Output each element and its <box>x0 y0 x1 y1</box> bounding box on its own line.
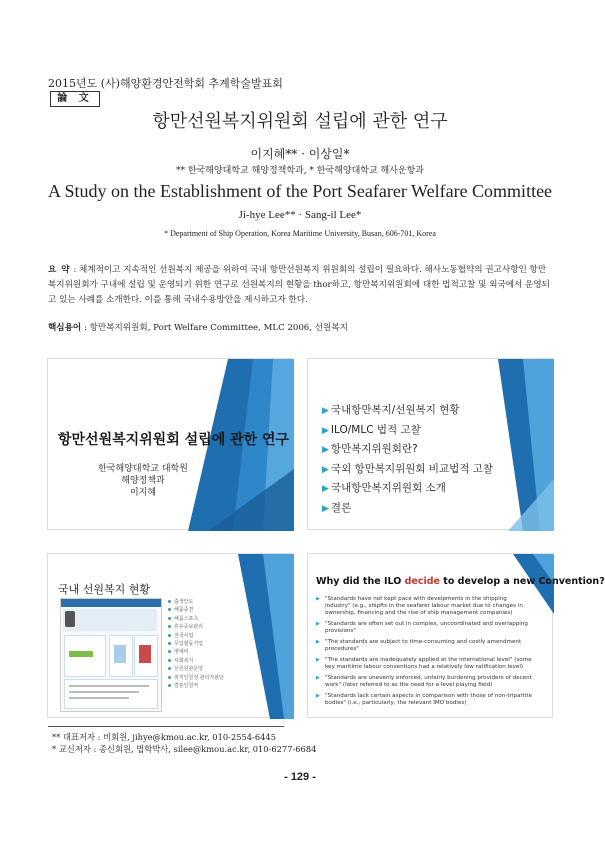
slide-welfare-status <box>47 553 293 718</box>
list-item: 영예비 <box>168 648 224 656</box>
abstract <box>48 263 552 308</box>
website-logo <box>69 651 93 657</box>
website-thumbnail <box>114 645 126 663</box>
keywords-text: : 항만복지위원회, Port Welfare Committee, MLC 2006, 선원복지 <box>81 323 348 333</box>
arrow-right-icon: ▶ <box>322 425 329 436</box>
ilo-bullet-list <box>316 596 534 711</box>
list-item: ▶ 국외 항만복지위원회 비교법적 고찰 <box>322 462 494 475</box>
abstract-text: : 체계적이고 지속적인 선원복지 제공을 위하여 국내 항만선원복지 위원회의 설립이 필요하다. 해사노동협약의 권고사항인 항만 복지위원회가 구내에 설립 및 운영되기 위한 연구로 선원복지의 현황을 thor하고, 항만복지위원회에 대한 법적고찰 및 외국에서 운영되고 있는 사례를 소개한다. 이를 통해 국내수용방안을 제시하고자 한다. <box>48 265 550 305</box>
slide-ilo-convention <box>307 553 605 718</box>
list-item: 전국사업 <box>168 632 224 640</box>
slide-title-heading: 항만선원복지위원회 설립에 관한 연구 <box>58 432 290 448</box>
list-item: ▶ "Standards lack certain aspects in comparison with those of non-tripartite bodies" (i.e., particularly, the relevant IMO bodies) <box>316 693 533 706</box>
website-header-bar <box>61 599 161 607</box>
arrow-right-icon: ▶ <box>316 596 320 602</box>
list-item: 결혼인원역 <box>168 682 224 690</box>
arrow-right-icon: ▶ <box>322 445 329 455</box>
authors-korean: 이지혜** · 이상일* <box>250 147 350 161</box>
list-item: 선원원관문양 <box>168 665 224 673</box>
title-korean: 항만선원복지위원회 설립에 관한 연구 <box>152 111 448 132</box>
abstract-label: 요 약 <box>48 265 71 275</box>
title-english: A Study on the Establishment of the Port Seafarer Welfare Committee <box>47 181 553 201</box>
footnote-lead-author: ** 대표저자 : 비회원, jihye@kmou.ac.kr, 010-2554-6445 <box>52 732 276 742</box>
list-item: ▶ "Standards have not kept pace with develpments in the shipping industry" (e.g., shipfts in the seafarer labour market due to changes in ownership, financing and the rise of ship management companies) <box>316 596 523 616</box>
slide-title-line: 해양정책과 <box>121 476 165 486</box>
text-line <box>69 685 149 687</box>
list-item: ▶ 국내항만복지/선원복지 현황 <box>322 404 460 416</box>
slide-contents <box>307 358 553 530</box>
conference-name: 2015년도 (사)해양환경안전학회 추계학술발표회 <box>48 77 283 90</box>
list-item: ▶ "The standards are subject to time-consuming and costly amendment procedures" <box>316 639 522 652</box>
list-item: 취직인원정 관리자판단 <box>168 674 224 682</box>
keywords-label: 핵심용어 <box>48 323 82 333</box>
footnote-divider <box>48 726 284 727</box>
list-item: ▶ "Standards are often set out in complex, uncoordinated and overlapping provisions" <box>316 621 528 634</box>
slide-title-line: 이지혜 <box>129 488 157 498</box>
arrow-right-icon: ▶ <box>316 675 320 681</box>
arrow-right-icon: ▶ <box>322 464 329 475</box>
person-icon <box>65 611 75 627</box>
text-line <box>69 697 129 699</box>
slide-ilo-heading: Why did the ILO decide to develop a new Convention? <box>316 576 605 587</box>
footnote-corresponding-author: * 교신저자 : 종신회원, 법학박사, silee@kmou.ac.kr, 010-6277-6684 <box>52 744 317 754</box>
list-item: ▶ "Standards are unevenly enforced, unfairly burdening providers of decent work" (later referred to as the need for a level playing field) <box>316 675 532 688</box>
arrow-right-icon: ▶ <box>322 503 329 514</box>
keywords <box>48 321 552 333</box>
arrow-right-icon: ▶ <box>316 621 320 627</box>
affiliation-english: * Department of Ship Operation, Korea Maritime University, Busan, 606-701, Korea <box>164 229 436 238</box>
page-number: - 129 - <box>284 771 316 783</box>
list-item: 출생안도 <box>168 598 224 606</box>
text-line <box>69 691 139 693</box>
list-item: ▶ 결론 <box>322 501 352 514</box>
website-thumbnail <box>139 645 151 663</box>
arrow-right-icon: ▶ <box>316 657 320 663</box>
arrow-right-icon: ▶ <box>322 484 329 494</box>
list-item: 무업협동기업 <box>168 640 224 648</box>
website-banner <box>63 609 157 631</box>
affiliation-korean: ** 한국해양대학교 해양정책학과, * 한국해양대학교 해사운항과 <box>175 166 425 176</box>
list-item: ▶ 항만복지위원회란? <box>322 443 418 455</box>
arrow-right-icon: ▶ <box>316 693 320 699</box>
list-item: 휴유중보관리 <box>168 623 224 631</box>
contents-list <box>322 401 493 518</box>
list-item: 사회복지 <box>168 657 224 665</box>
list-item: ▶ 국내항만복지위원회 소개 <box>322 482 446 494</box>
paper-type-label: 論 文 <box>50 91 100 107</box>
slide-title <box>47 358 293 530</box>
list-item: 해뭄중견 <box>168 606 224 614</box>
authors-english: Ji-hye Lee** · Sang-il Lee* <box>238 209 362 221</box>
slide-title-line: 한국해양대학교 대학원 <box>98 464 188 474</box>
arrow-right-icon: ▶ <box>322 406 329 416</box>
list-item: ▶ "The standards are inadequately applied at the international level" (some key maritime labour conventions had a relatively low ratification level) <box>316 657 532 670</box>
slide-welfare-heading: 국내 선원복지 현황 <box>58 583 151 596</box>
arrow-right-icon: ▶ <box>316 639 320 645</box>
list-item: ▶ ILO/MLC 법적 고찰 <box>322 423 421 436</box>
website-screenshot <box>60 598 162 712</box>
list-item: 해뭄스포츠 <box>168 615 224 623</box>
welfare-menu-list <box>168 598 224 690</box>
website-footer-panel <box>64 679 158 709</box>
